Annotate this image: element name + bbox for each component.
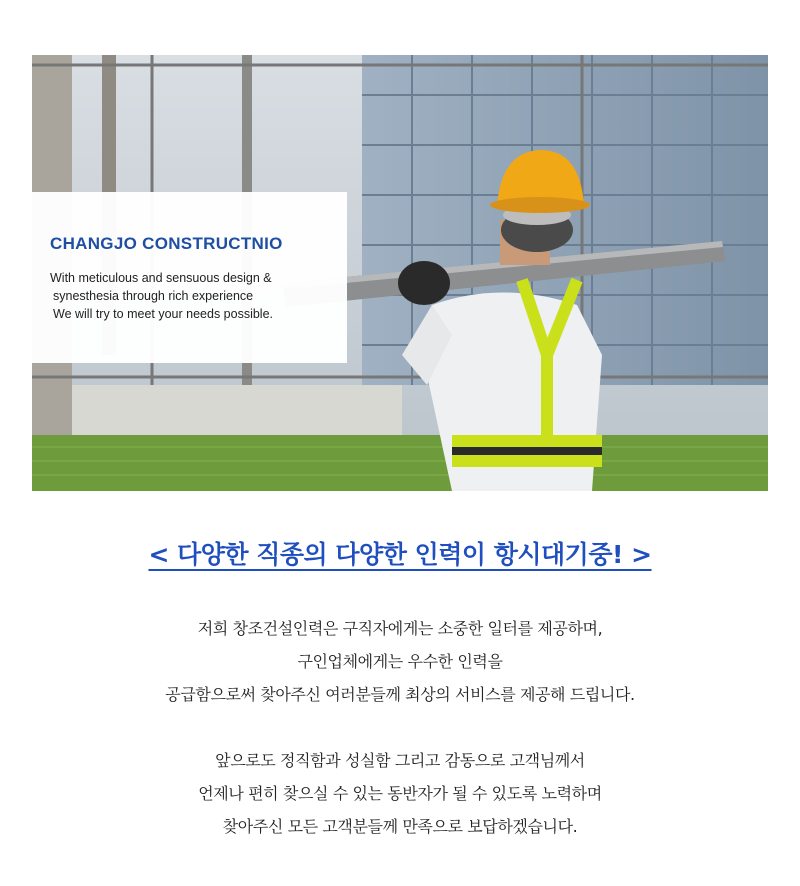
section-heading-text: < 다양한 직종의 다양한 인력이 항시대기중! > xyxy=(148,540,652,569)
tagline-line: We will try to meet your needs possible. xyxy=(53,307,274,321)
intro-line: 찾아주신 모든 고객분들께 만족으로 보답하겠습니다. xyxy=(222,817,578,836)
tagline xyxy=(50,269,273,323)
intro-line: 구인업체에게는 우수한 인력을 xyxy=(297,652,503,671)
hero-image xyxy=(32,55,768,491)
tagline-line: With meticulous and sensuous design & xyxy=(50,271,272,285)
intro-line: 공급함으로써 찾아주신 여러분들께 최상의 서비스를 제공해 드립니다. xyxy=(165,685,635,704)
intro-line: 언제나 편히 찾으실 수 있는 동반자가 될 수 있도록 노력하며 xyxy=(198,784,602,803)
intro-line: 앞으로도 정직함과 성실함 그리고 감동으로 고객님께서 xyxy=(215,751,585,770)
company-info-box xyxy=(32,192,347,363)
intro-text xyxy=(0,612,800,843)
tagline-line: synesthesia through rich experience xyxy=(53,289,254,303)
company-name: CHANGJO CONSTRUCTNIO xyxy=(50,234,283,253)
intro-line: 저희 창조건설인력은 구직자에게는 소중한 일터를 제공하며, xyxy=(197,619,603,638)
section-heading xyxy=(0,535,800,571)
